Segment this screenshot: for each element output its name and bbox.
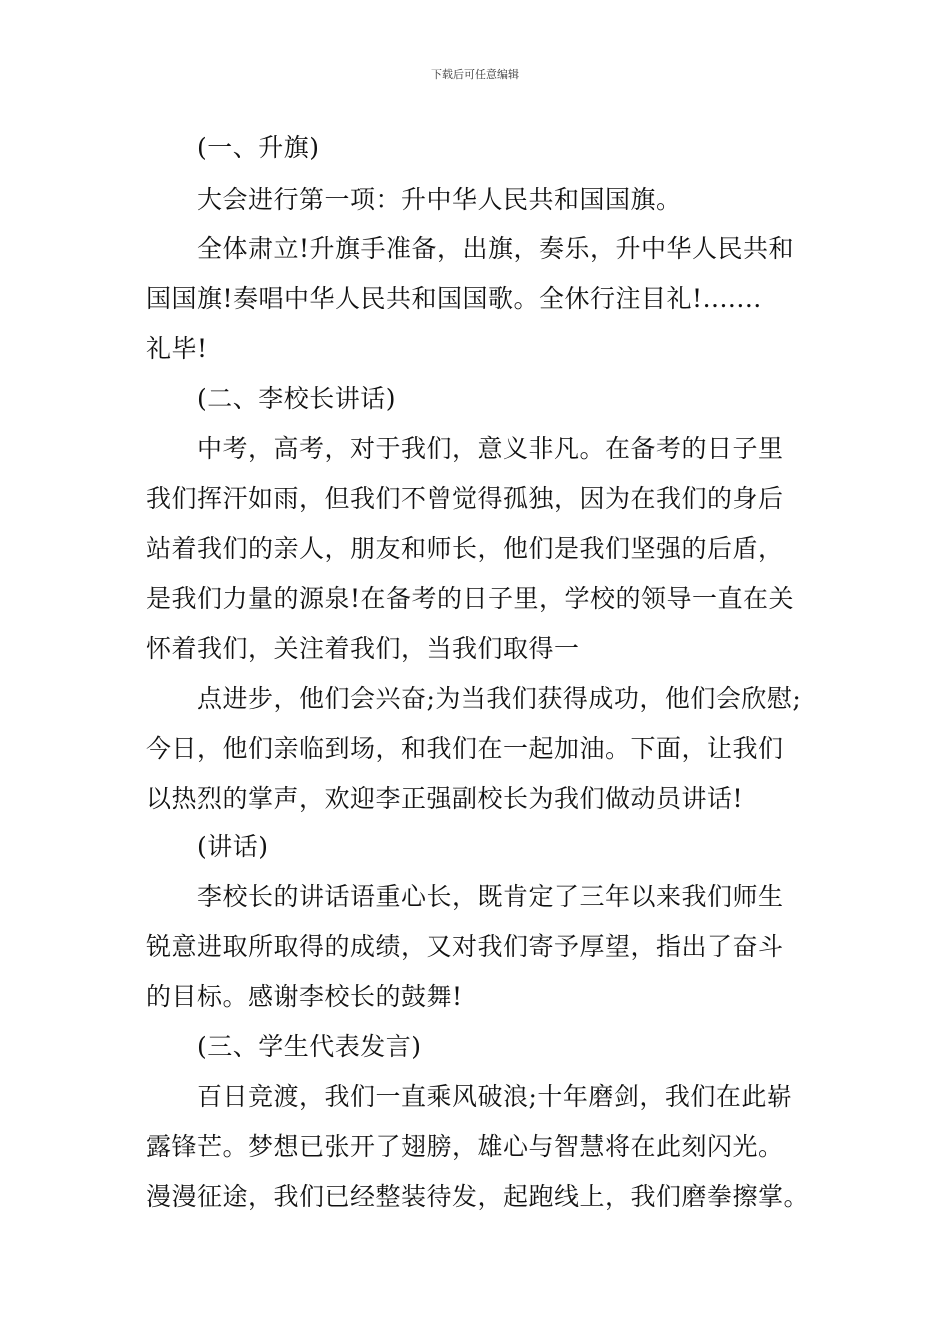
paragraph-line: 今日，他们亲临到场，和我们在一起加油。下面，让我们 xyxy=(146,734,784,763)
paragraph-line: 是我们力量的源泉!在备考的日子里，学校的领导一直在关 xyxy=(146,584,795,613)
paragraph-line: 站着我们的亲人，朋友和师长，他们是我们坚强的后盾， xyxy=(146,534,784,563)
paragraph-line: 漫漫征途，我们已经整装待发，起跑线上，我们磨拳擦掌。 xyxy=(146,1182,810,1211)
paragraph-line: 我们挥汗如雨，但我们不曾觉得孤独，因为在我们的身后 xyxy=(146,484,784,513)
paragraph-line: 点进步，他们会兴奋;为当我们获得成功，他们会欣慰; xyxy=(197,684,802,713)
paragraph-line: 怀着我们，关注着我们，当我们取得一 xyxy=(146,634,580,663)
paragraph-line: 中考，高考，对于我们，意义非凡。在备考的日子里 xyxy=(197,434,784,463)
paragraph-line: 百日竞渡，我们一直乘风破浪;十年磨剑，我们在此崭 xyxy=(197,1082,793,1111)
section-heading-principal-speech: (二、李校长讲话) xyxy=(197,384,397,413)
paragraph-line: 的目标。感谢李校长的鼓舞! xyxy=(146,982,463,1011)
section-heading-flag-raising: (一、升旗) xyxy=(197,133,320,162)
page-header: 下载后可任意编辑 xyxy=(431,68,519,81)
paragraph-line: 以热烈的掌声，欢迎李正强副校长为我们做动员讲话! xyxy=(146,784,744,813)
section-heading-speech: (讲话) xyxy=(197,832,269,861)
paragraph-line: 锐意进取所取得的成绩，又对我们寄予厚望，指出了奋斗 xyxy=(146,932,784,961)
paragraph-line: 礼毕! xyxy=(146,334,208,363)
section-heading-student-speech: (三、学生代表发言) xyxy=(197,1032,422,1061)
paragraph-line: 大会进行第一项：升中华人民共和国国旗。 xyxy=(197,185,682,214)
paragraph-line: 国国旗!奏唱中华人民共和国国歌。全休行注目礼!....... xyxy=(146,284,762,313)
paragraph-line: 全体肃立!升旗手准备，出旗，奏乐，升中华人民共和 xyxy=(197,234,795,263)
paragraph-line: 李校长的讲话语重心长，既肯定了三年以来我们师生 xyxy=(197,882,784,911)
paragraph-line: 露锋芒。梦想已张开了翅膀，雄心与智慧将在此刻闪光。 xyxy=(146,1132,784,1161)
